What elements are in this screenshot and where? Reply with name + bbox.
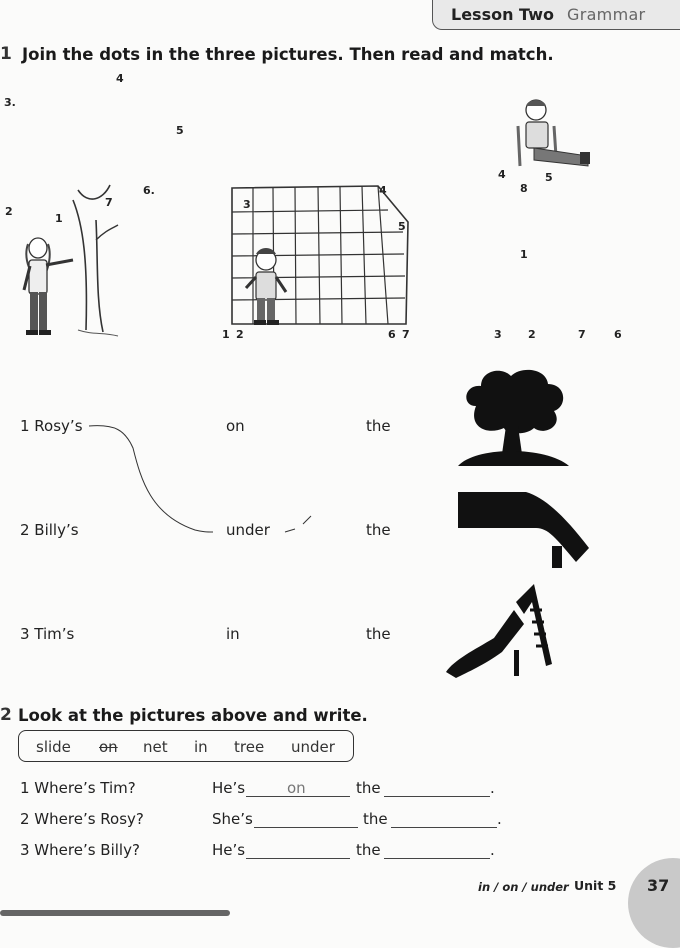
- dot-label: 5: [398, 220, 406, 233]
- dot-label: 7: [105, 196, 113, 209]
- question-3: 3 Where’s Billy?: [20, 841, 140, 859]
- tree-icon[interactable]: [456, 366, 571, 470]
- section-title: Grammar: [567, 5, 646, 24]
- boy-on-slide-illustration: [498, 96, 598, 174]
- dot-label: 7: [578, 328, 586, 341]
- dot-label: 6: [388, 328, 396, 341]
- the-2: the: [363, 810, 388, 828]
- answer-1[interactable]: on: [287, 779, 306, 797]
- the-1: the: [356, 779, 381, 797]
- dot-label: 3: [494, 328, 502, 341]
- period-2: .: [497, 810, 502, 828]
- dot-label: 4: [116, 72, 124, 85]
- match-end-3[interactable]: the: [366, 625, 391, 643]
- dot-label: 3: [243, 198, 251, 211]
- match-start-3: 3 Tim’s: [20, 625, 75, 643]
- dot-label: 2: [528, 328, 536, 341]
- dot-label: 4: [379, 184, 387, 197]
- exercise-2-instruction: Look at the pictures above and write.: [18, 706, 368, 725]
- dot-label: 5: [176, 124, 184, 137]
- dot-label: 1: [520, 248, 528, 261]
- dot-label: 5: [545, 171, 553, 184]
- exercise-2-number: 2: [0, 705, 12, 725]
- dot-label: 7: [402, 328, 410, 341]
- word-bank-item: net: [143, 738, 168, 756]
- word-bank-item: in: [194, 738, 208, 756]
- question-2: 2 Where’s Rosy?: [20, 810, 144, 828]
- match-start-2: 2 Billy’s: [20, 521, 79, 539]
- dot-label: 8: [520, 182, 528, 195]
- word-bank-item: slide: [36, 738, 71, 756]
- dot-label: 2: [5, 205, 13, 218]
- dot-label: 1: [222, 328, 230, 341]
- the-3: the: [356, 841, 381, 859]
- lesson-title: Lesson Two: [451, 5, 554, 24]
- dot-label: 1: [55, 212, 63, 225]
- match-middle-2[interactable]: under: [226, 521, 270, 539]
- match-middle-3[interactable]: in: [226, 625, 240, 643]
- slide-ramp-icon[interactable]: [456, 488, 591, 568]
- match-middle-1[interactable]: on: [226, 417, 245, 435]
- answer-blank-3b[interactable]: [384, 858, 490, 859]
- word-bank-item: on: [99, 738, 118, 756]
- period-1: .: [490, 779, 495, 797]
- exercise-1-instruction: Join the dots in the three pictures. Then read and match.: [22, 45, 554, 64]
- footer-topic: in / on / under: [478, 880, 569, 894]
- dot-label: 6.: [143, 184, 155, 197]
- page-edge-shadow: [0, 910, 230, 916]
- answer-blank-3[interactable]: [246, 858, 350, 859]
- match-end-1[interactable]: the: [366, 417, 391, 435]
- footer-unit: Unit 5: [574, 878, 617, 893]
- dot-label: 3.: [4, 96, 16, 109]
- girl-and-tree-illustration: [18, 180, 128, 345]
- dot-label: 6: [614, 328, 622, 341]
- page-corner: [628, 858, 680, 948]
- answer-blank-2b[interactable]: [391, 827, 497, 828]
- slide-icon[interactable]: [444, 580, 556, 680]
- exercise-1-number: 1: [0, 44, 12, 64]
- match-start-1: 1 Rosy’s: [20, 417, 83, 435]
- word-bank-item: tree: [234, 738, 265, 756]
- example-match-line: [85, 420, 325, 540]
- word-bank: [18, 730, 354, 762]
- period-3: .: [490, 841, 495, 859]
- word-bank-item: under: [291, 738, 335, 756]
- pronoun-1: He’s: [212, 779, 246, 797]
- dot-label: 4: [498, 168, 506, 181]
- pronoun-3: He’s: [212, 841, 246, 859]
- page-number: 37: [647, 876, 670, 895]
- answer-blank-2[interactable]: [254, 827, 358, 828]
- pronoun-2: She’s: [212, 810, 253, 828]
- net-and-boy-illustration: [228, 182, 413, 330]
- dot-label: 2: [236, 328, 244, 341]
- question-1: 1 Where’s Tim?: [20, 779, 136, 797]
- match-end-2[interactable]: the: [366, 521, 391, 539]
- lesson-header-tab: [432, 0, 680, 30]
- answer-blank-1b[interactable]: [384, 796, 490, 797]
